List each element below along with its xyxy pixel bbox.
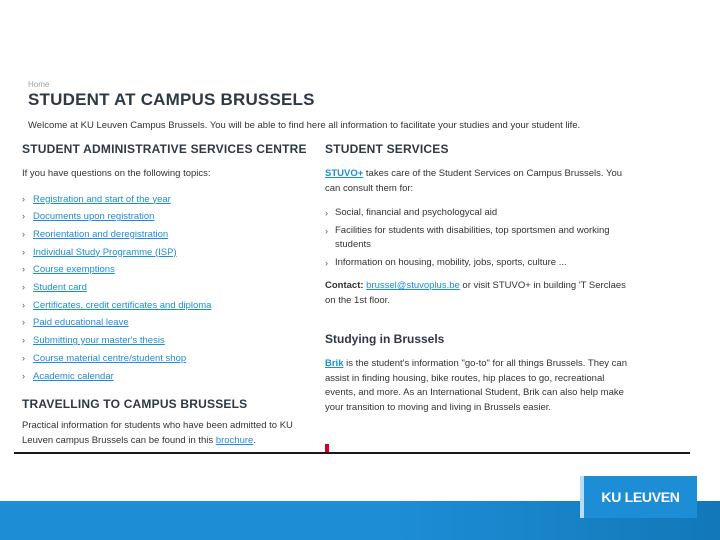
brik-link[interactable]: Brik <box>325 358 344 369</box>
list-item[interactable]: › Academic calendar <box>22 368 312 386</box>
list-item: › Social, financial and psychologycal aid <box>325 206 635 221</box>
services-heading: STUDENT SERVICES <box>325 142 449 156</box>
list-item: › Facilities for students with disabilities, top sportsmen and working students <box>325 224 610 250</box>
list-item[interactable]: › Course exemptions <box>22 261 312 279</box>
logo-text: KU LEUVEN <box>601 489 680 505</box>
contact-text: Contact: brussel@stuvoplus.be or visit STUVO+ in building 'T Serclaes on the 1st floor. <box>325 280 626 306</box>
chevron-right-icon: › <box>22 370 25 381</box>
left-column <box>22 142 312 448</box>
chevron-right-icon: › <box>325 225 328 236</box>
travel-heading: TRAVELLING TO CAMPUS BRUSSELS <box>22 397 248 412</box>
divider-line <box>14 452 690 454</box>
list-item[interactable]: › Student card <box>22 279 312 297</box>
stuvo-link[interactable]: STUVO+ <box>325 168 364 179</box>
page-title: STUDENT AT CAMPUS BRUSSELS <box>28 90 315 109</box>
breadcrumb[interactable]: Home <box>28 80 50 89</box>
chevron-right-icon: › <box>22 352 25 363</box>
list-item[interactable]: › Course material centre/student shop <box>22 350 312 368</box>
chevron-right-icon: › <box>22 335 25 346</box>
list-item[interactable]: › Documents upon registration <box>22 208 312 226</box>
studying-text: Brik is the student's information "go-to" for all things Brussels. They can assist in finding housing, bike routes, hip places to go, recreational events, and more. As an International Student, Brik can also help make your transition to moving and living in Brussels easier. <box>325 358 627 413</box>
list-item[interactable]: › Submitting your master's thesis <box>22 332 312 350</box>
travel-text: Practical information for students who have been admitted to KU Leuven campus Brussels can be found in this brochure. <box>22 420 293 446</box>
chevron-right-icon: › <box>22 246 25 257</box>
ku-leuven-logo <box>580 476 697 518</box>
webpage-screenshot <box>14 68 690 454</box>
list-item[interactable]: › Certificates, credit certificates and diploma <box>22 297 312 315</box>
right-column <box>325 142 635 415</box>
chevron-right-icon: › <box>22 282 25 293</box>
studying-heading: Studying in Brussels <box>325 332 445 346</box>
chevron-right-icon: › <box>325 257 328 268</box>
email-link[interactable]: brussel@stuvoplus.be <box>366 280 460 291</box>
list-item[interactable]: › Paid educational leave <box>22 314 312 332</box>
chevron-right-icon: › <box>22 264 25 275</box>
chevron-right-icon: › <box>22 193 25 204</box>
services-list <box>325 206 635 270</box>
list-item[interactable]: › Individual Study Programme (ISP) <box>22 244 312 262</box>
chevron-right-icon: › <box>325 208 328 218</box>
chevron-right-icon: › <box>22 317 25 328</box>
list-item: › Information on housing, mobility, jobs, sports, culture ... <box>325 256 635 271</box>
chevron-right-icon: › <box>22 228 25 239</box>
services-desc: STUVO+ takes care of the Student Services on Campus Brussels. You can consult them for: <box>325 168 623 194</box>
sasc-heading: STUDENT ADMINISTRATIVE SERVICES CENTRE <box>22 142 307 156</box>
sasc-lead: If you have questions on the following topics: <box>22 168 211 179</box>
topic-list <box>22 191 312 386</box>
chevron-right-icon: › <box>22 299 25 310</box>
chevron-right-icon: › <box>22 211 25 222</box>
intro-text: Welcome at KU Leuven Campus Brussels. You will be able to find here all information to facilitate your studies and your student life. <box>28 120 581 131</box>
brochure-link[interactable]: brochure <box>215 434 254 446</box>
list-item[interactable]: › Reorientation and deregistration <box>22 226 312 244</box>
list-item[interactable]: › Registration and start of the year <box>22 191 312 209</box>
